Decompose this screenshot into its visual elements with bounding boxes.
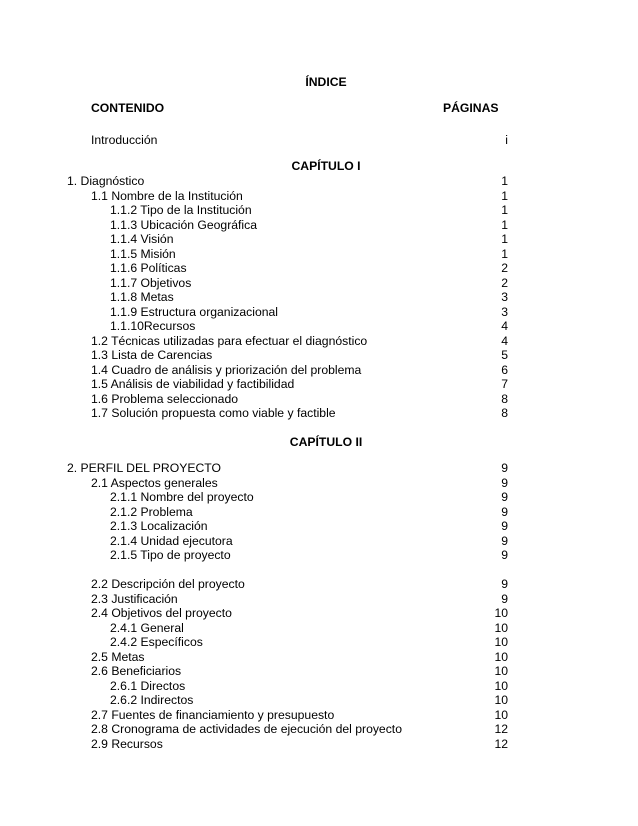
toc-entry-page: 9 [501,548,508,562]
toc-entry-page: 2 [501,275,508,290]
toc-entry-label: 2.1.2 Problema [110,504,193,519]
toc-entry-page: 9 [501,577,508,591]
toc-entry-page: 9 [501,591,508,606]
toc-entry-label: 2.9 Recursos [91,736,163,751]
toc-entry [0,577,638,592]
toc-entry-label: 1.1.5 Misión [110,246,176,261]
contents-header: CONTENIDO [91,101,165,115]
toc-entry-page: 12 [494,722,508,736]
toc-entry-label: 2.1.1 Nombre del proyecto [110,490,254,504]
toc-entry-label: 2.4.2 Específicos [110,635,203,649]
toc-entry-page: i [505,133,508,147]
toc-entry-label: 1.1.9 Estructura organizacional [110,304,279,319]
toc-entry-page: 2 [501,261,508,275]
toc-entry [0,519,638,534]
toc-entry-page: 3 [501,290,508,304]
toc-entry [0,363,638,378]
pages-header: PÁGINAS [443,101,499,115]
toc-entry [0,534,638,549]
toc-entry [0,476,638,491]
toc-entry [0,606,638,621]
index-title: ÍNDICE [305,75,347,89]
toc-entry [0,290,638,305]
toc-entry-label: 2.6 Beneficiarios [91,664,182,678]
toc-entry [0,261,638,276]
toc-entry-label: 2.1.5 Tipo de proyecto [110,548,231,562]
toc-entry-label: 2.1 Aspectos generales [91,475,218,490]
toc-entry-page: 1 [501,188,508,203]
toc-entry-label: 1.1.4 Visión [110,232,174,246]
toc-entry [0,305,638,320]
toc-entry [0,392,638,407]
toc-entry-page: 9 [501,533,508,548]
toc-entry-label: 1.1.3 Ubicación Geográfica [110,217,258,232]
toc-entry-page: 1 [501,217,508,232]
toc-entry [0,189,638,204]
toc-entry-page: 10 [494,678,508,693]
toc-entry [0,203,638,218]
toc-entry-label: 1.1.10Recursos [110,319,196,333]
toc-entry-label: 1. Diagnóstico [67,174,145,188]
toc-entry-label: 2.4.1 General [110,620,184,635]
toc-entry-page: 8 [501,391,508,406]
toc-entry-page: 5 [501,348,508,362]
toc-entry-page: 4 [501,319,508,333]
toc-entry-label: 1.7 Solución propuesta como viable y factible [91,406,336,420]
toc-entry-page: 10 [494,693,508,707]
toc-entry [0,461,638,476]
toc-entry-page: 10 [494,649,508,664]
toc-entry-page: 10 [494,620,508,635]
chapter-1-heading: CAPÍTULO I [291,159,361,173]
toc-entry [0,737,638,752]
toc-entry [0,377,638,392]
toc-entry [0,505,638,520]
toc-entry [0,548,638,563]
toc-entry [0,693,638,708]
toc-entry-label: 2.6.1 Directos [110,678,186,693]
toc-entry [0,406,638,421]
toc-entry-page: 12 [494,736,508,751]
toc-entry-label: 1.2 Técnicas utilizadas para efectuar el diagnóstico [91,333,368,348]
toc-entry [0,635,638,650]
toc-entry [0,334,638,349]
chapter-2-heading: CAPÍTULO II [289,435,363,449]
toc-entry [0,621,638,636]
toc-entry-page: 6 [501,362,508,377]
toc-entry [0,708,638,723]
toc-entry-page: 8 [501,406,508,420]
toc-entry-page: 10 [494,606,508,620]
toc-entry-label: 2.1.3 Localización [110,519,208,533]
toc-entry-page: 10 [494,707,508,722]
toc-entry-label: 1.3 Lista de Carencias [91,348,213,362]
toc-entry [0,276,638,291]
toc-entry-page: 7 [501,377,508,391]
toc-entry-label: 1.1.7 Objetivos [110,275,192,290]
toc-entry-page: 9 [501,461,508,475]
toc-entry [0,174,638,189]
toc-entry-page: 9 [501,519,508,533]
toc-entry [0,232,638,247]
toc-entry [0,679,638,694]
toc-entry-label: 2.3 Justificación [91,591,178,606]
toc-entry-page: 1 [501,174,508,188]
toc-entry-label: 1.1.8 Metas [110,290,174,304]
toc-entry-intro [0,133,638,148]
toc-entry [0,722,638,737]
toc-entry [0,247,638,262]
toc-entry-label: 2.8 Cronograma de actividades de ejecución del proyecto [91,722,402,736]
toc-entry [0,664,638,679]
toc-entry [0,490,638,505]
toc-entry [0,348,638,363]
toc-entry-page: 1 [501,232,508,246]
toc-entry-page: 10 [494,635,508,649]
toc-entry [0,650,638,665]
toc-entry-label: 2.2 Descripción del proyecto [91,577,245,591]
toc-entry [0,319,638,334]
toc-entry-label: 1.1 Nombre de la Institución [91,188,243,203]
toc-entry-label: 2.1.4 Unidad ejecutora [110,533,233,548]
toc-entry-page: 1 [501,246,508,261]
toc-entry-page: 4 [501,333,508,348]
toc-entry-label: 2.4 Objetivos del proyecto [91,606,232,620]
toc-entry [0,218,638,233]
toc-entry-page: 9 [501,475,508,490]
toc-entry-label: 2.6.2 Indirectos [110,693,194,707]
toc-entry-label: Introducción [91,133,158,147]
toc-entry-label: 1.1.2 Tipo de la Institución [110,203,252,217]
toc-entry-label: 2. PERFIL DEL PROYECTO [67,461,221,475]
toc-entry-page: 10 [494,664,508,678]
toc-entry-label: 1.1.6 Políticas [110,261,187,275]
toc-entry-label: 1.6 Problema seleccionado [91,391,239,406]
toc-entry-label: 2.5 Metas [91,649,145,664]
toc-entry-page: 1 [501,203,508,217]
toc-entry-label: 1.5 Análisis de viabilidad y factibilidad [91,377,295,391]
toc-entry-page: 9 [501,504,508,519]
toc-entry-page: 3 [501,304,508,319]
toc-entry-page: 9 [501,490,508,504]
toc-entry [0,592,638,607]
toc-entry-label: 1.4 Cuadro de análisis y priorización del problema [91,362,362,377]
toc-entry-label: 2.7 Fuentes de financiamiento y presupuesto [91,707,335,722]
